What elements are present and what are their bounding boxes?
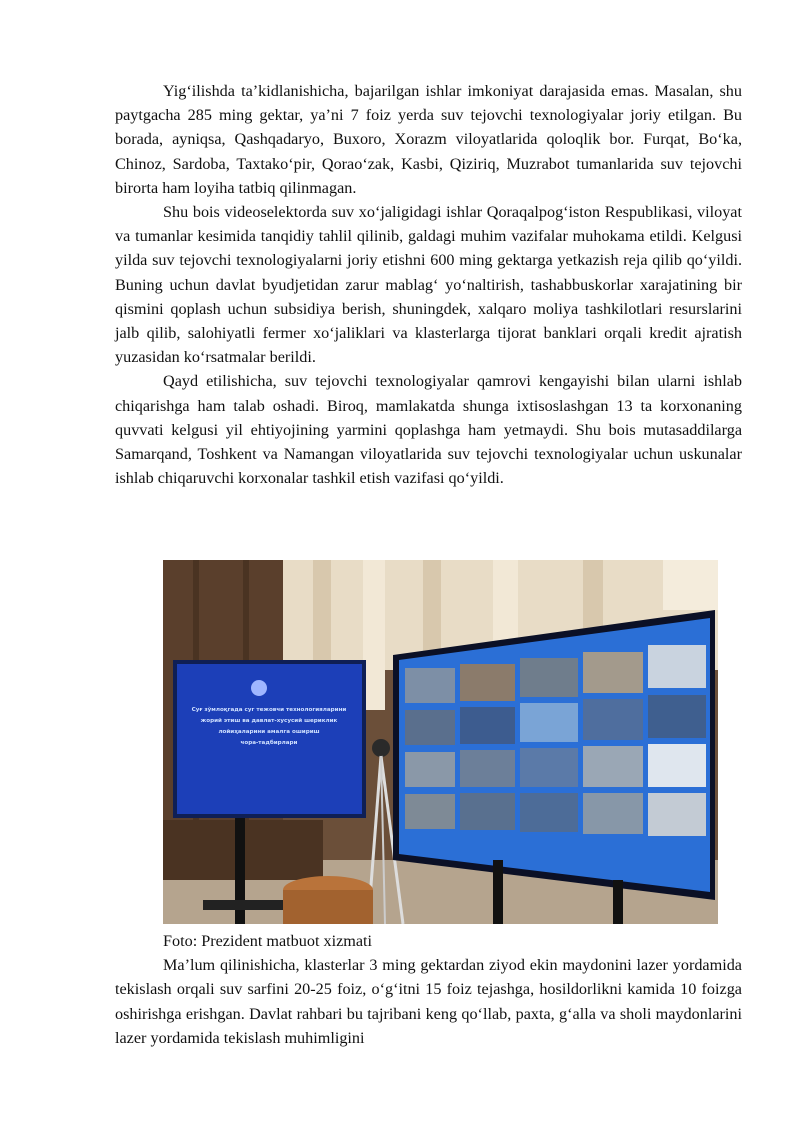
paragraph: Shu bois videoselektorda suv xo‘jaligidagi ishlar Qoraqalpog‘iston Respublikasi, viloyat va tumanlar kesimida tanqidiy tahlil qilinib, galdagi muhim vazifalar muhokama etildi. Kelgusi yilda suv tejovchi texnologiyalarni joriy etishni 600 ming gektarga yetkazish reja qilib qo‘yildi. Buning uchun davlat byudjetidan zarur mablag‘ yo‘naltirish, tashabbuskorlar xarajatining bir qismini qoplash uchun subsidiya berish, shuningdek, xalqaro moliya tashkilotlari resurslarini jalb qilib, salohiyatli fermer xo‘jaliklari va klasterlarga tijorat banklari orqali kredit ajratish yuzasidan ko‘rsatmalar berildi. (115, 203, 742, 367)
screen-title-line: жорий этиш ва давлат-хусусий шериклик (200, 718, 338, 724)
article-body-top (115, 79, 742, 490)
paragraph: Ma’lum qilinishicha, klasterlar 3 ming gektardan ziyod ekin maydonini lazer yordamida tekislash orqali suv sarfini 20-25 foiz, o‘g‘itni 15 foiz tejashga, hosildorlikni kamida 10 foizga oshirishga erishgan. Davlat rahbari bu tajribani keng qo‘llab, paxta, g‘alla va sholi maydonlarini lazer yordamida tekislash muhimligini (115, 956, 742, 1047)
screen-title-line: чора-тадбирлари (240, 740, 298, 746)
article-body-bottom (115, 929, 742, 1050)
paragraph: Yig‘ilishda ta’kidlanishicha, bajarilgan ishlar imkoniyat darajasida emas. Masalan, shu paytgacha 285 ming gektar, ya’ni 7 foiz yerda suv tejovchi texnologiyalar joriy etilgan. Bu borada, ayniqsa, Qashqadaryo, Buxoro, Xorazm viloyatlarida qoloqlik bor. Furqat, Bo‘ka, Chinoz, Sardoba, Taxtako‘pir, Qorao‘zak, Kasbi, Qiziriq, Muzrabot tumanlarida suv tejovchi birorta ham loyiha tatbiq qilinmagan. (115, 82, 742, 197)
screen-title-line: Суғ зўмлоқгада суг тежовчи технологияларини (191, 707, 347, 713)
paragraph: Qayd etilishicha, suv tejovchi texnologiyalar qamrovi kengayishi bilan ularni ishlab chiqarishga ham talab oshadi. Biroq, mamlakatda shunga ixtisoslashgan 13 ta korxonaning quvvati kelgusi yil ehtiyojining yarmini qoplashga ham yetmaydi. Shu bois mutasaddilarga Samarqand, Toshkent va Namangan viloyatlarida suv tejovchi texnologiyalar uchun uskunalar ishlab chiqaruvchi korxonalar tashkil etish vazifasi qo‘yildi. (115, 372, 742, 488)
screen-title-line: лойиҳаларини амалга ошириш (218, 729, 320, 735)
screen-title (175, 705, 363, 749)
emblem-icon (251, 680, 267, 696)
camera-icon (372, 739, 390, 757)
photo-caption: Foto: Prezident matbuot xizmati (163, 932, 373, 950)
